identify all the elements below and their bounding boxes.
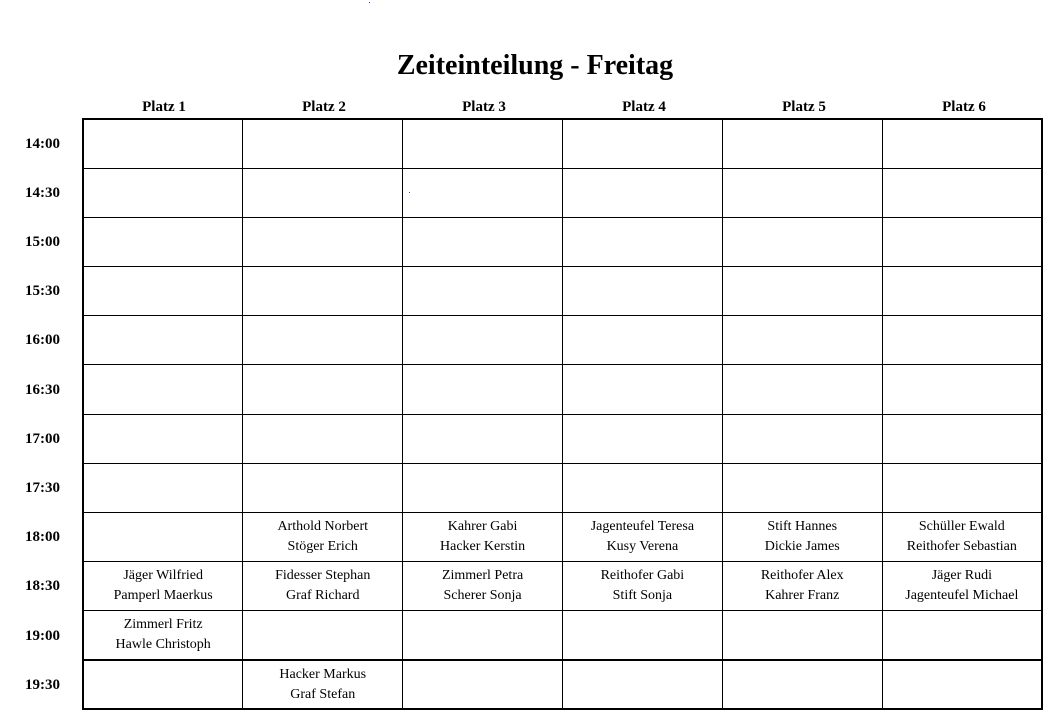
schedule-cell (562, 267, 722, 316)
schedule-cell (882, 562, 1042, 611)
table-row (83, 513, 1042, 562)
player-name: Jagenteufel Teresa (590, 519, 695, 535)
schedule-cell (83, 562, 243, 611)
player-name: Hacker Markus (279, 666, 367, 682)
schedule-cell (243, 217, 403, 266)
schedule-cell (722, 267, 882, 316)
schedule-cell (722, 513, 882, 562)
player-name: Reithofer Gabi (600, 568, 685, 584)
schedule-cell (243, 365, 403, 414)
schedule-cell (722, 365, 882, 414)
schedule-cell (403, 365, 563, 414)
schedule-cell (243, 168, 403, 217)
schedule-cell (882, 316, 1042, 365)
time-label: 18:30 (25, 578, 60, 595)
player-name: Schüller Ewald (918, 519, 1005, 535)
table-row (83, 316, 1042, 365)
schedule-cell (562, 119, 722, 168)
schedule-cell (722, 660, 882, 709)
player-name: Fidesser Stephan (275, 568, 371, 584)
schedule-cell (403, 660, 563, 709)
schedule-cell (243, 316, 403, 365)
schedule-cell (403, 217, 563, 266)
schedule-cell (722, 562, 882, 611)
schedule-cell (83, 217, 243, 266)
column-header: Platz 4 (622, 99, 666, 115)
schedule-cell (882, 365, 1042, 414)
schedule-cell (403, 463, 563, 512)
time-label: 16:30 (25, 381, 60, 398)
table-row (83, 562, 1042, 611)
player-name: Dickie James (764, 539, 840, 555)
schedule-cell (562, 463, 722, 512)
column-header: Platz 5 (782, 99, 826, 115)
schedule-cell (882, 267, 1042, 316)
player-name: Hawle Christoph (115, 637, 211, 653)
player-name: Reithofer Sebastian (906, 539, 1017, 555)
player-name: Zimmerl Petra (441, 568, 524, 584)
column-header: Platz 6 (942, 99, 986, 115)
table-row (83, 217, 1042, 266)
player-name: Scherer Sonja (443, 588, 522, 604)
schedule-cell (83, 267, 243, 316)
schedule-cell (243, 463, 403, 512)
schedule-cell (243, 267, 403, 316)
table-row (83, 414, 1042, 463)
schedule-cell (83, 611, 243, 660)
schedule-cell (243, 611, 403, 660)
schedule-cell (83, 168, 243, 217)
schedule-cell (403, 168, 563, 217)
schedule-cell (722, 463, 882, 512)
schedule-cell (722, 316, 882, 365)
column-header: Platz 2 (302, 99, 346, 115)
schedule-cell (562, 513, 722, 562)
schedule-cell (722, 414, 882, 463)
schedule-cell (403, 414, 563, 463)
schedule-cell (83, 414, 243, 463)
schedule-cell (562, 414, 722, 463)
player-name: Arthold Norbert (277, 519, 369, 535)
player-name: Stift Sonja (612, 588, 673, 604)
schedule-cell (243, 119, 403, 168)
schedule-cell (403, 267, 563, 316)
time-label: 14:00 (25, 135, 60, 152)
schedule-cell (83, 513, 243, 562)
schedule-cell (882, 119, 1042, 168)
time-label: 18:00 (25, 529, 60, 546)
player-name: Kahrer Franz (765, 588, 840, 604)
schedule-cell (243, 513, 403, 562)
player-name: Graf Richard (286, 588, 360, 604)
table-row (83, 168, 1042, 217)
schedule-cell (83, 463, 243, 512)
time-label: 14:30 (25, 184, 60, 201)
schedule-cell (83, 365, 243, 414)
table-row (83, 267, 1042, 316)
schedule-cell (562, 562, 722, 611)
schedule-cell (722, 119, 882, 168)
player-name: Pamperl Maerkus (113, 588, 213, 604)
time-label: 15:30 (25, 283, 60, 300)
schedule-cell (562, 660, 722, 709)
player-name: Stift Hannes (767, 519, 838, 535)
schedule-cell (403, 611, 563, 660)
schedule-cell (83, 660, 243, 709)
table-row (83, 119, 1042, 168)
table-row (83, 660, 1042, 709)
time-label: 17:30 (25, 480, 60, 496)
schedule-cell (882, 463, 1042, 512)
schedule-cell (882, 414, 1042, 463)
column-header: Platz 3 (462, 99, 506, 115)
schedule-cell (243, 562, 403, 611)
player-name: Kusy Verena (606, 539, 679, 555)
table-row (83, 611, 1042, 660)
stray-dot-mark (369, 2, 370, 3)
player-name: Hacker Kerstin (440, 539, 526, 555)
time-label: 17:00 (25, 430, 60, 447)
schedule-cell (403, 119, 563, 168)
schedule-cell (403, 316, 563, 365)
time-label: 15:00 (25, 234, 60, 250)
schedule-cell (562, 611, 722, 660)
schedule-cell (403, 562, 563, 611)
table-row (83, 463, 1042, 512)
schedule-cell (83, 316, 243, 365)
time-label: 19:30 (25, 676, 60, 693)
page-title: Zeiteinteilung - Freitag (396, 50, 674, 81)
player-name: Kahrer Gabi (447, 519, 518, 535)
schedule-cell (882, 660, 1042, 709)
player-name: Jagenteufel Michael (905, 588, 1019, 604)
schedule-cell (882, 168, 1042, 217)
schedule-table (82, 118, 1043, 710)
schedule-cell (562, 217, 722, 266)
time-label: 16:00 (25, 332, 60, 349)
schedule-cell (882, 611, 1042, 660)
player-name: Jäger Wilfried (123, 568, 203, 584)
table-row (83, 365, 1042, 414)
column-header: Platz 1 (142, 99, 186, 115)
schedule-cell (722, 168, 882, 217)
player-name: Zimmerl Fritz (123, 617, 203, 633)
player-name: Graf Stefan (290, 686, 356, 702)
player-name: Reithofer Alex (760, 568, 844, 584)
player-name: Stöger Erich (287, 539, 358, 555)
schedule-cell (882, 513, 1042, 562)
schedule-cell (403, 513, 563, 562)
stray-dot-mark (409, 192, 410, 193)
schedule-cell (83, 119, 243, 168)
schedule-cell (562, 168, 722, 217)
schedule-cell (562, 316, 722, 365)
schedule-cell (722, 217, 882, 266)
schedule-cell (243, 660, 403, 709)
schedule-cell (722, 611, 882, 660)
schedule-cell (243, 414, 403, 463)
schedule-cell (882, 217, 1042, 266)
schedule-cell (562, 365, 722, 414)
player-name: Jäger Rudi (931, 568, 992, 584)
time-label: 19:00 (25, 627, 60, 644)
